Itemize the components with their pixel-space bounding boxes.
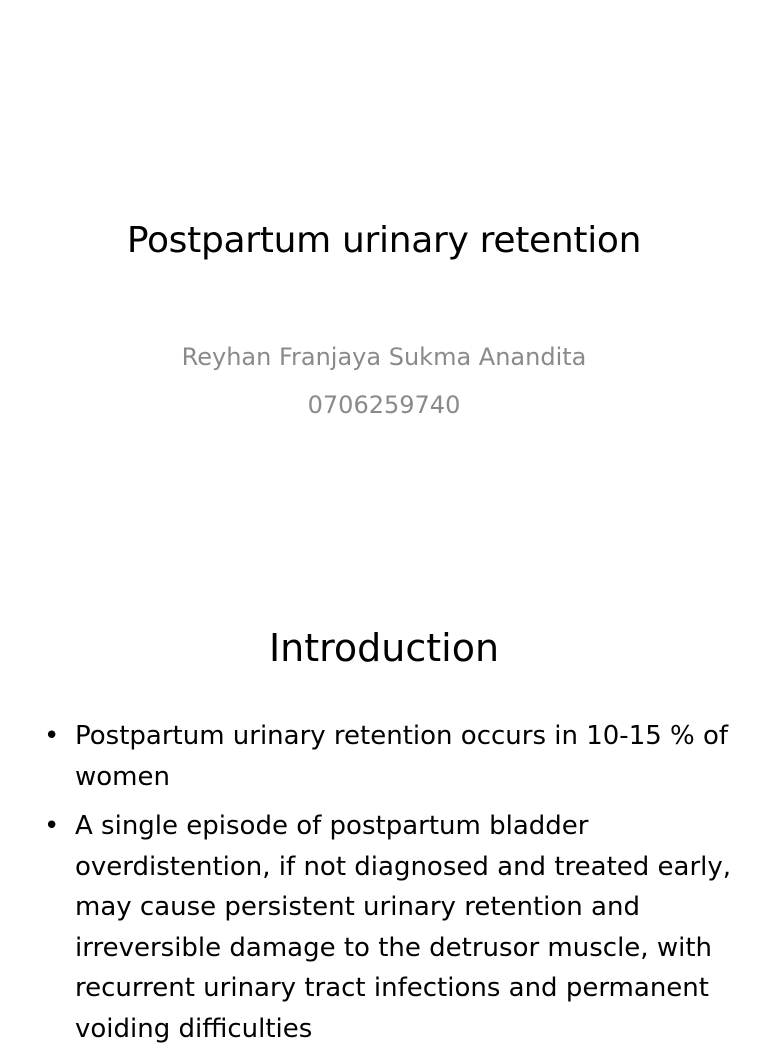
- subtitle: [0, 333, 768, 429]
- student-id: 0706259740: [307, 391, 461, 419]
- bullet-text: Postpartum urinary retention occurs in 10-15 % of women: [75, 721, 729, 792]
- presentation-title: Postpartum urinary retention: [126, 220, 642, 261]
- bullet-icon: •: [44, 721, 60, 751]
- bullet-icon: •: [44, 811, 60, 841]
- introduction-slide: [0, 576, 768, 1044]
- bullet-item: [44, 716, 732, 797]
- bullet-list: [44, 716, 732, 1058]
- bullet-text: A single episode of postpartum bladder overdistention, if not diagnosed and treated early, may cause persistent urinary retention and irreversible damage to the detrusor muscle, with recurrent urinary tract infections and permanent voiding difficulties: [75, 811, 732, 1044]
- bullet-item: [44, 806, 732, 1049]
- author-name: Reyhan Franjaya Sukma Anandita: [181, 343, 587, 371]
- section-heading: Introduction: [268, 626, 500, 670]
